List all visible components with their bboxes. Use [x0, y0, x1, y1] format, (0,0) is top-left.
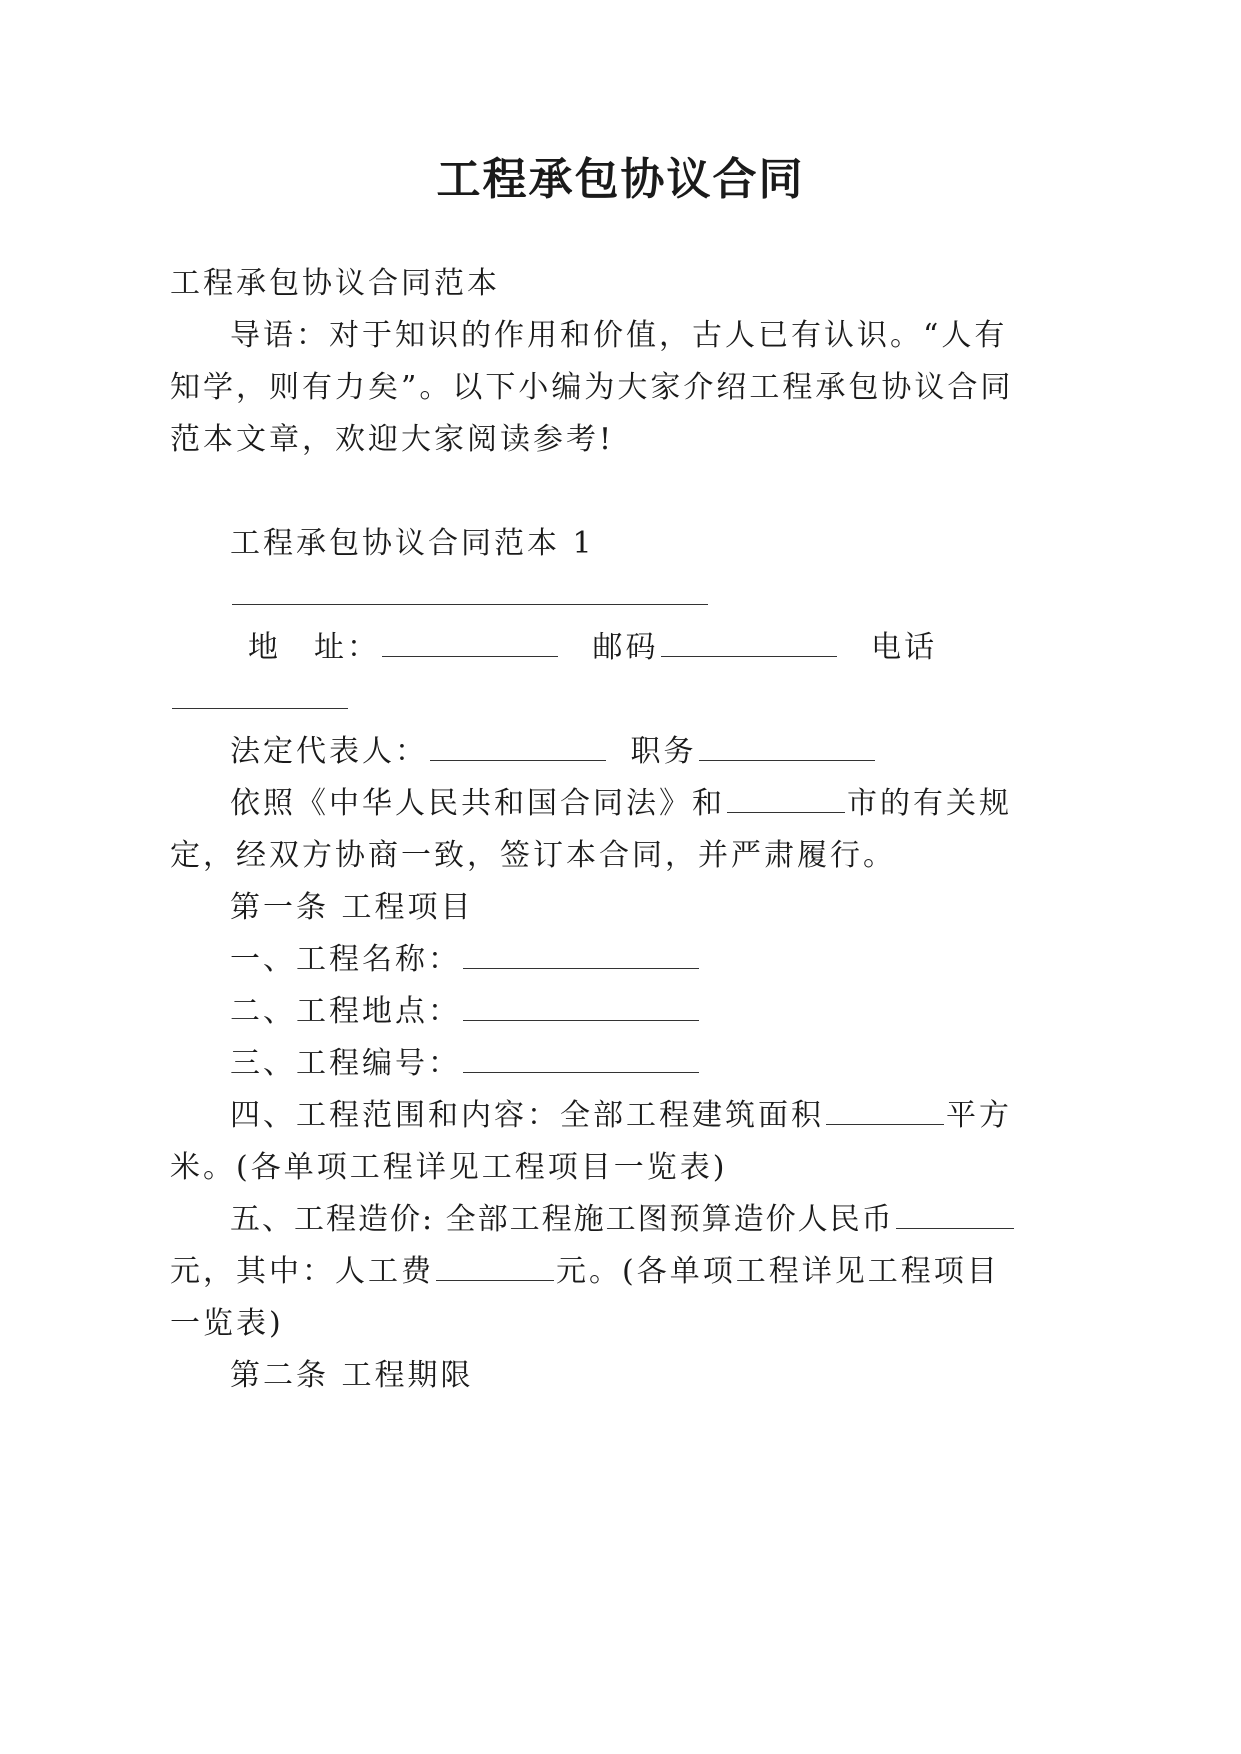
item2-blank [463, 992, 699, 1021]
item5-line-1 [230, 1200, 1016, 1240]
basis-line-1 [230, 784, 1012, 824]
party-name-blank [232, 576, 708, 605]
intro-text-1: 导语：对于知识的作用和价值，古人已有认识。“人有 [230, 318, 1008, 353]
address-label: 地 址： [248, 630, 380, 665]
item3-label: 三、工程编号： [230, 1046, 461, 1081]
address-line [248, 628, 937, 668]
item4-text-1: 四、工程范围和内容：全部工程建筑面积 [230, 1098, 824, 1133]
legal-rep-label: 法定代表人： [230, 734, 428, 769]
basis-line-2: 定，经双方协商一致，签订本合同，并严肃履行。 [170, 838, 896, 873]
price-blank [896, 1200, 1014, 1229]
position-label: 职务 [630, 734, 697, 769]
item4-text-2: 平方 [946, 1098, 1012, 1133]
intro-line-1 [230, 316, 1008, 356]
item5-text-2: 元，其中：人工费 [170, 1254, 434, 1289]
legal-rep-line [230, 732, 877, 772]
subtitle: 工程承包协议合同范本 [170, 266, 500, 301]
item5-line-2 [170, 1252, 1000, 1292]
position-blank [699, 732, 875, 761]
legal-rep-blank [430, 732, 606, 761]
postcode-blank [661, 628, 837, 657]
item3-blank [463, 1044, 699, 1073]
item1-label: 一、工程名称： [230, 942, 461, 977]
item4-line-1 [230, 1096, 1012, 1136]
item3-line [230, 1044, 701, 1084]
item2-line [230, 992, 701, 1032]
postcode-label: 邮码 [592, 630, 659, 665]
item5-text-3: 元。(各单项工程详见工程项目 [556, 1254, 1000, 1289]
item5-line-3: 一览表) [170, 1306, 284, 1341]
city-blank [727, 784, 845, 813]
basis-text-2: 市的有关规 [847, 786, 1012, 821]
item1-line [230, 940, 701, 980]
basis-text-1: 依照《中华人民共和国合同法》和 [230, 786, 725, 821]
item1-blank [463, 940, 699, 969]
party-name-blank-line [230, 576, 710, 616]
item4-line-2: 米。(各单项工程详见工程项目一览表) [170, 1150, 728, 1185]
area-blank [826, 1096, 944, 1125]
intro-line-2: 知学，则有力矣”。以下小编为大家介绍工程承包协议合同 [170, 370, 1014, 405]
article2-heading: 第二条 工程期限 [230, 1358, 474, 1393]
phone-blank [172, 680, 348, 709]
phone-label: 电话 [871, 630, 938, 665]
section1-heading: 工程承包协议合同范本 1 [230, 526, 595, 561]
article1-heading: 第一条 工程项目 [230, 890, 474, 925]
phone-blank-line [170, 680, 350, 720]
item2-label: 二、工程地点： [230, 994, 461, 1029]
item5-text-1: 五、工程造价: 全部工程施工图预算造价人民币 [230, 1202, 894, 1237]
document-title: 工程承包协议合同 [436, 154, 805, 205]
address-blank [382, 628, 558, 657]
intro-line-3: 范本文章，欢迎大家阅读参考! [170, 422, 615, 457]
labor-cost-blank [436, 1252, 554, 1281]
